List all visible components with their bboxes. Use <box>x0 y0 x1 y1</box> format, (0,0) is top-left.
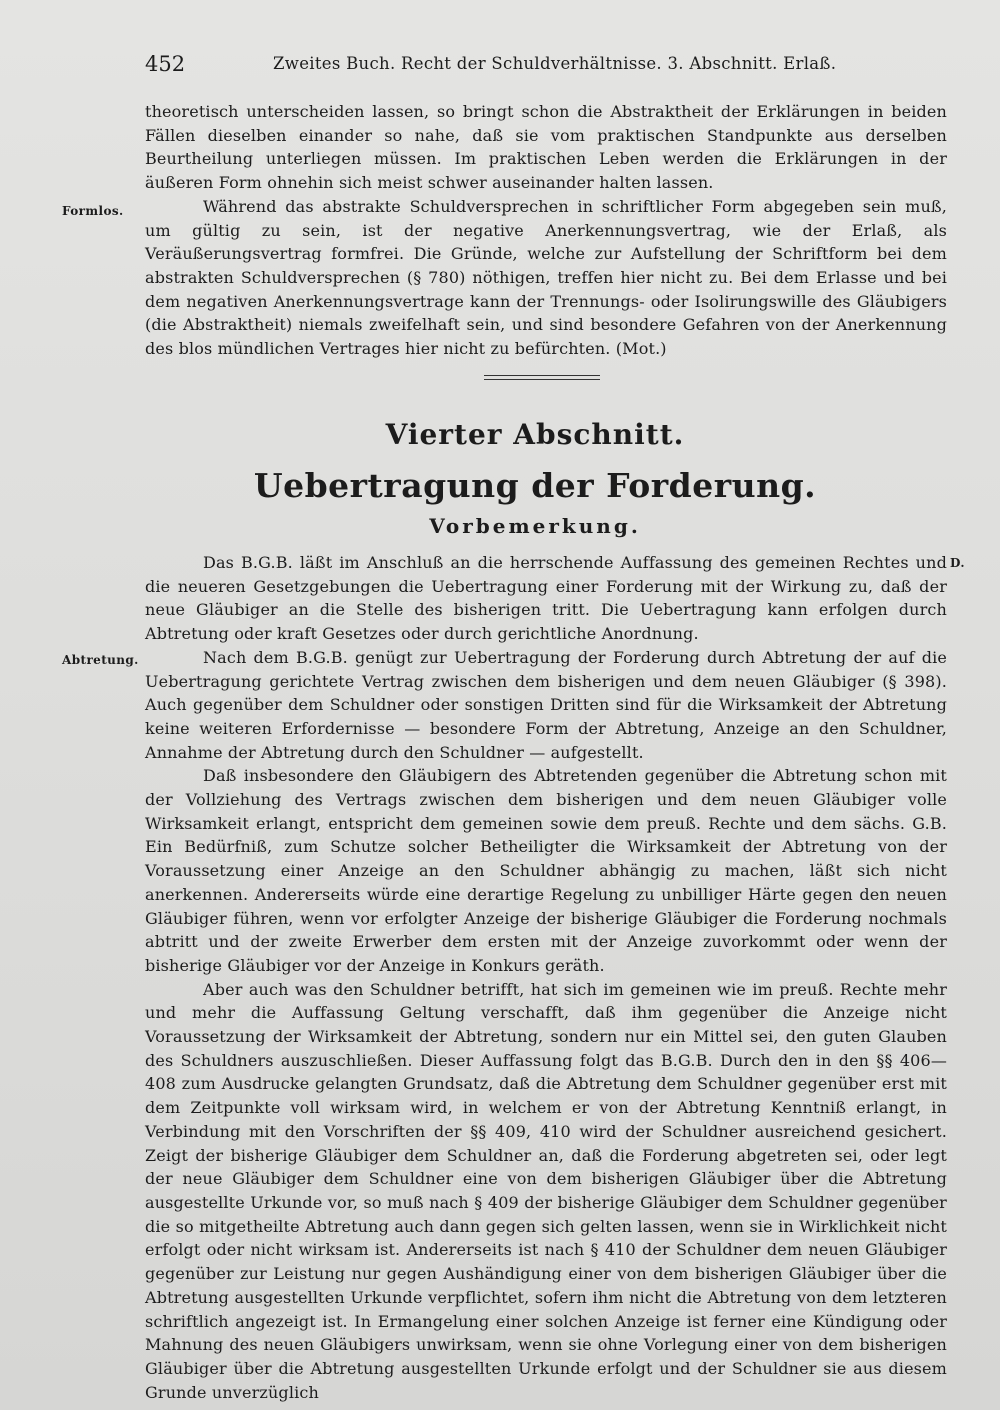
paragraph: Daß insbesondere den Gläubigern des Abtretenden gegenüber die Abtretung schon mit der Vollziehung des Vertrags zwischen dem bisherigen und dem neuen Gläubiger volle Wirksamkeit erlangt, entspricht dem gemeinen sowie dem preuß. Rechte und dem sächs. G.B. Ein Bedürfniß, zum Schutze solcher Betheiligter die Wirksamkeit der Abtretung von der Voraussetzung einer Anzeige an den Schuldner abhängig zu machen, läßt sich nicht anerkennen. Andererseits würde eine derartige Regelung zu unbilliger Härte gegen den neuen Gläubiger führen, wenn vor erfolgter Anzeige der bisherige Gläubiger die Forderung nochmals abtritt und der zweite Erwerber dem ersten mit der Anzeige zuvorkommt oder wenn der bisherige Gläubiger vor der Anzeige in Konkurs geräth. <box>145 766 947 975</box>
section-title: Uebertragung der Forderung. <box>253 466 817 505</box>
paragraph: Nach dem B.G.B. genügt zur Uebertragung der Forderung durch Abtretung der auf die Uebertragung gerichtete Vertrag zwischen dem bisherigen und dem neuen Gläubiger (§ 398). Auch gegenüber dem Schuldner oder sonstigen Dritten sind für die Wirksamkeit der Abtretung keine weiteren Erfordernisse — besondere Form der Abtretung, Anzeige an den Schuldner, Annahme der Abtretung durch den Schuldner — aufgestellt. <box>145 647 947 762</box>
margin-note-abtretung: Abtretung. <box>62 653 139 667</box>
running-head: Zweites Buch. Recht der Schuldverhältnisse. 3. Abschnitt. Erlaß. <box>273 54 837 73</box>
section-heading: Vierter Abschnitt. <box>385 418 685 451</box>
page-header <box>145 52 935 80</box>
paragraph: Aber auch was den Schuldner betrifft, hat sich im gemeinen wie im preuß. Rechte mehr und mehr die Auffassung Geltung verschafft, daß ihm gegenüber die Anzeige nicht Voraussetzung der Wirksamkeit der Abtretung, sondern nur ein Mittel sei, den guten Glauben des Schuldners auszuschließen. Dieser Auffassung folgt das B.G.B. Durch den in den §§ 406—408 zum Ausdrucke gelangten Grundsatz, daß die Abtretung dem Schuldner gegenüber erst mit dem Zeitpunkte voll wirksam wird, in welchem er von der Abtretung Kenntniß erlangt, in Verbindung mit den Vorschriften der §§ 409, 410 wird der Schuldner ausreichend gesichert. Zeigt der bisherige Gläubiger dem Schuldner an, daß die Forderung abgetreten sei, oder legt der neue Gläubiger dem Schuldner eine von dem bisherigen Gläubiger über die Abtretung ausgestellte Urkunde vor, so muß nach § 409 der bisherige Gläubiger dem Schuldner gegenüber die so mitgetheilte Abtretung auch dann gegen sich gelten lassen, wenn sie in Wirklichkeit nicht erfolgt oder nicht wirksam ist. Andererseits ist nach § 410 der Schuldner dem neuen Gläubiger gegenüber zur Leistung nur gegen Aushändigung einer von dem bisherigen Gläubiger über die Abtretung ausgestellten Urkunde verpflichtet, sofern ihm nicht die Abtretung von dem letzteren schriftlich angezeigt ist. In Ermangelung einer solchen Anzeige ist ferner eine Kündigung oder Mahnung des neuen Gläubigers unwirksam, wenn sie ohne Vorlegung einer von dem bisherigen Gläubiger über die Abtretung ausgestellten Urkunde erfolgt und der Schuldner sie aus diesem Grunde unverzüglich <box>145 979 947 1402</box>
page-number: 452 <box>145 52 186 76</box>
margin-note-formlos: Formlos. <box>62 204 124 218</box>
paragraph: Das B.G.B. läßt im Anschluß an die herrschende Auffassung des gemeinen Rechtes und die neueren Gesetzgebungen die Uebertragung einer Forderung mit der Wirkung zu, daß der neue Gläubiger an die Stelle des bisherigen tritt. Die Uebertragung kann erfolgen durch Abtretung oder kraft Gesetzes oder durch gerichtliche Anordnung. <box>145 553 947 644</box>
paragraph: Während das abstrakte Schuldversprechen in schriftlicher Form abgegeben sein muß, um gültig zu sein, ist der negative Anerkennungsvertrag, wie der Erlaß, als Veräußerungsvertrag formfrei. Die Gründe, welche zur Aufstellung der Schriftform bei dem abstrakten Schuldversprechen (§ 780) nöthigen, treffen hier nicht zu. Bei dem Erlasse und bei dem negativen Anerkennungsvertrage kann der Trennungs- oder Isolirungswille des Gläubigers (die Abstraktheit) niemals zweifelhaft sein, und sind besondere Gefahren von der Anerkennung des blos mündlichen Vertrages hier nicht zu befürchten. (Mot.) <box>145 196 947 359</box>
margin-note-d: D. <box>950 556 965 570</box>
paragraph: theoretisch unterscheiden lassen, so bringt schon die Abstraktheit der Erklärungen in beiden Fällen dieselben einander so nahe, daß sie vom praktischen Standpunkte aus derselben Beurtheilung unterliegen müssen. Im praktischen Leben werden die Erklärungen in der äußeren Form ohnehin sich meist schwer auseinander halten lassen. <box>145 102 947 193</box>
text-block-top <box>145 100 947 361</box>
section-divider <box>484 375 600 380</box>
section-subtitle: Vorbemerkung. <box>429 514 641 538</box>
text-block-bottom <box>145 551 947 1404</box>
